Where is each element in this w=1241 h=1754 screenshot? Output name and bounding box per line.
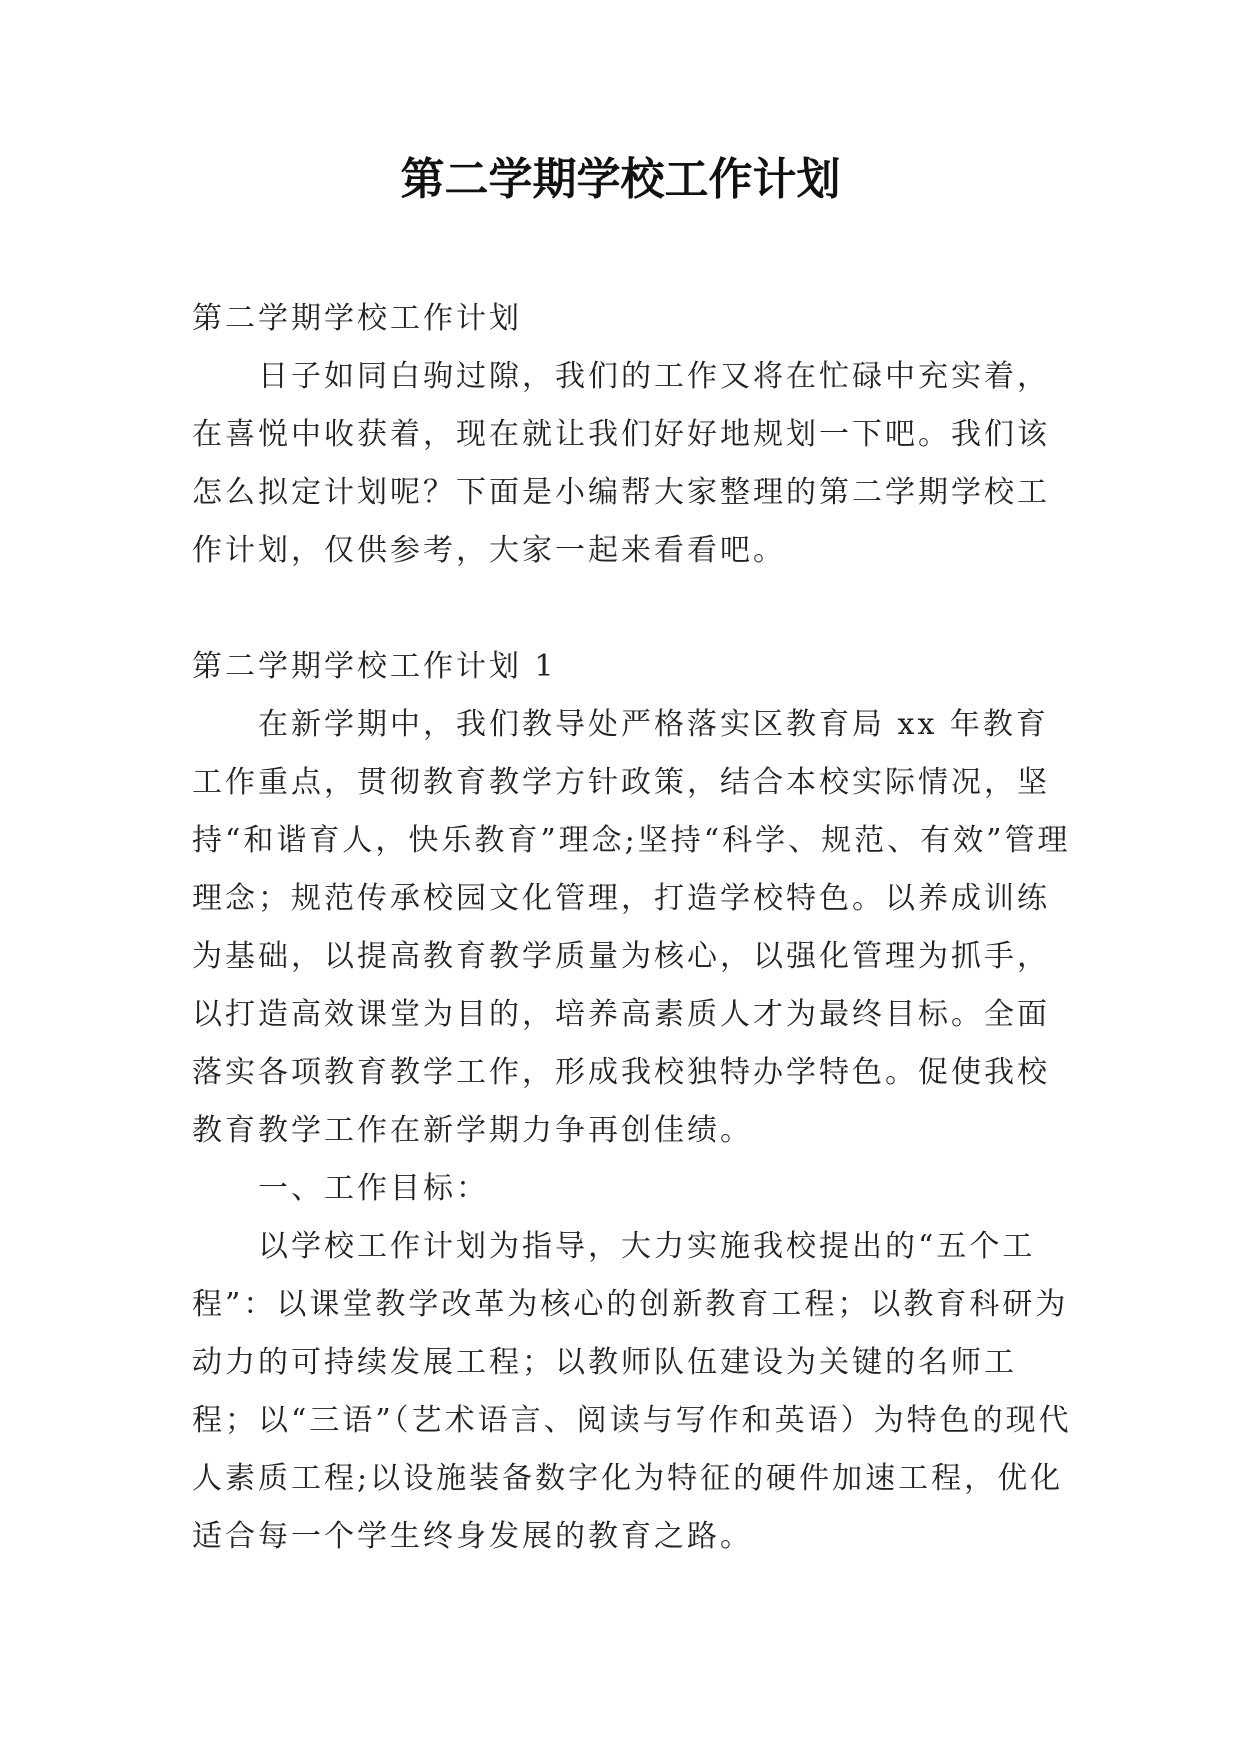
body-paragraph: 以学校工作计划为指导，大力实施我校提出的“五个工程”：以课堂教学改革为核心的创新教育工程；以教育科研为动力的可持续发展工程；以教师队伍建设为关键的名师工程；以“三语”（艺术语言、阅读与写作和英语）为特色的现代人素质工程;以设施装备数字化为特征的硬件加速工程，优化适合每一个学生终身发展的教育之路。 xyxy=(192,1229,1072,1554)
body-paragraph: 在新学期中，我们教导处严格落实区教育局 xx 年教育工作重点，贯彻教育教学方针政策，结合本校实际情况，坚持“和谐育人，快乐教育”理念;坚持“科学、规范、有效”管理理念；规范传承校园文化管理，打造学校特色。以养成训练为基础，以提高教育教学质量为核心，以强化管理为抓手，以打造高效课堂为目的，培养高素质人才为最终目标。全面落实各项教育教学工作，形成我校独特办学特色。促使我校教育教学工作在新学期力争再创佳绩。 xyxy=(192,707,1071,1148)
section-heading: 第二学期学校工作计划 xyxy=(192,301,522,336)
paragraph-spacer xyxy=(192,580,1072,638)
intro-paragraph: 日子如同白驹过隙，我们的工作又将在忙碌中充实着，在喜悦中收获着，现在就让我们好好地规划一下吧。我们该怎么拟定计划呢？下面是小编帮大家整理的第二学期学校工作计划，仅供参考，大家一起来看看吧。 xyxy=(192,359,1050,568)
section-heading: 第二学期学校工作计划 1 xyxy=(192,649,557,684)
document-title: 第二学期学校工作计划 xyxy=(400,154,841,205)
document-body xyxy=(192,290,1072,1566)
subsection-heading: 一、工作目标： xyxy=(258,1171,489,1206)
